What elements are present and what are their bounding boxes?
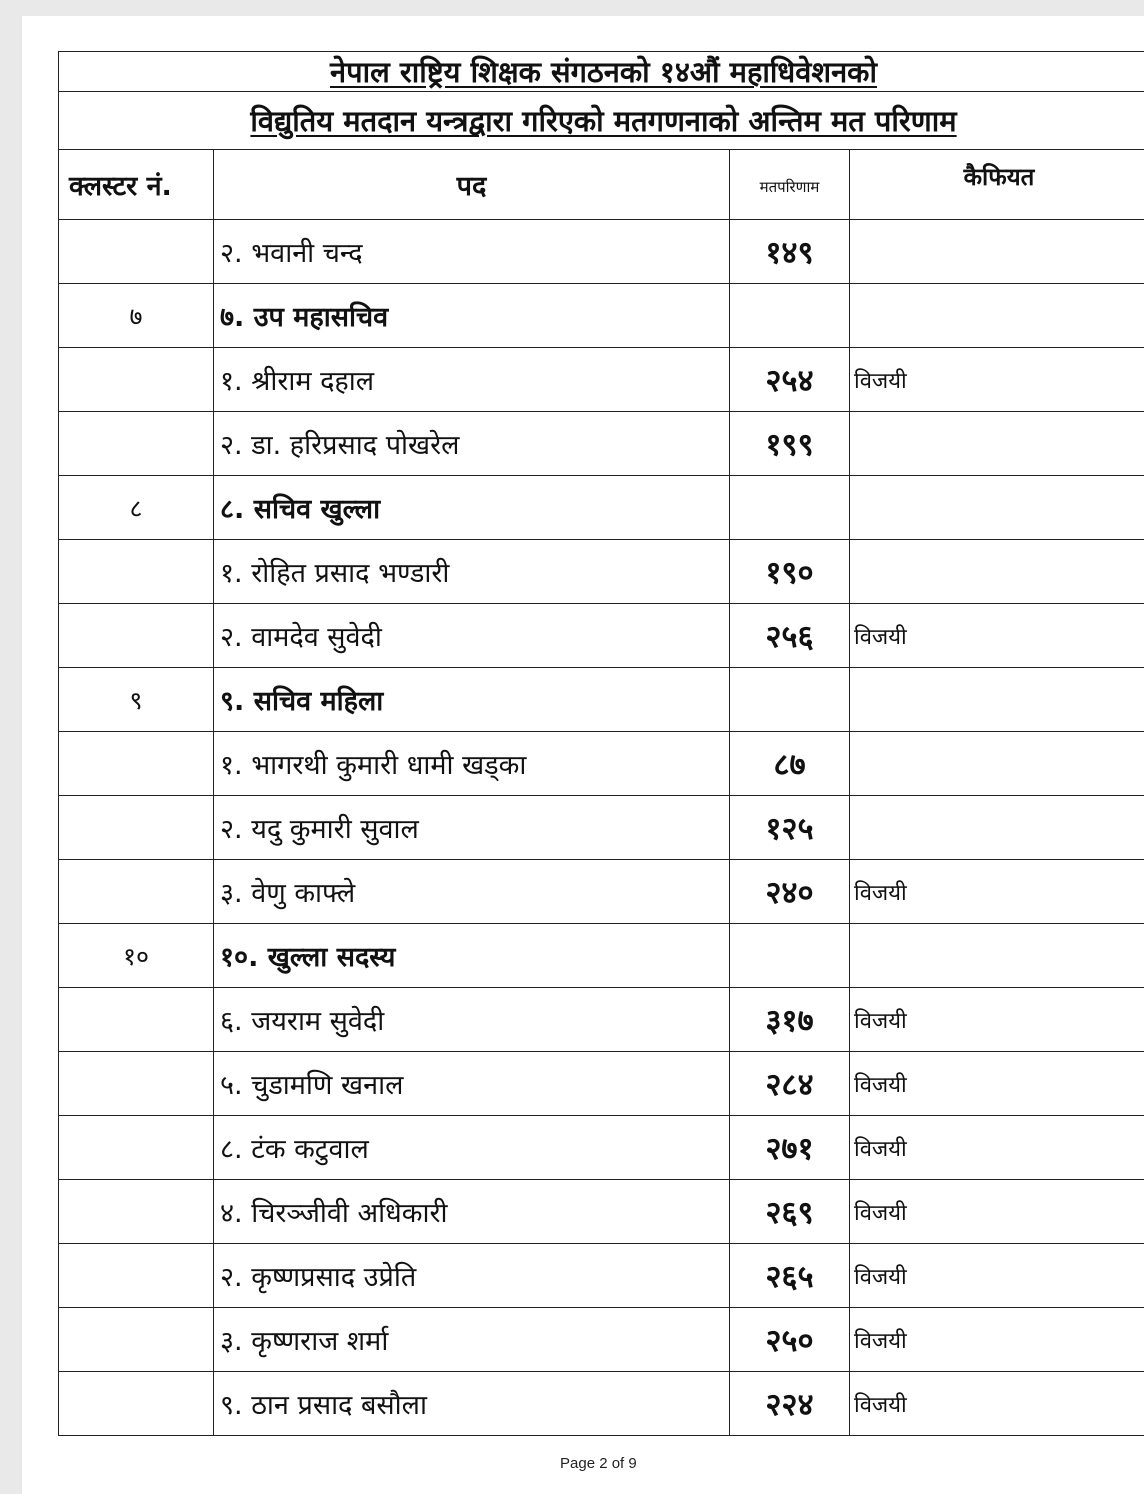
cluster-cell	[59, 1116, 214, 1180]
table-row	[59, 1244, 1144, 1308]
page-number: Page 2 of 9	[560, 1455, 637, 1472]
remark-cell	[850, 284, 1144, 348]
votes-cell: २५६	[730, 604, 850, 668]
document-page	[22, 16, 1144, 1494]
section-row	[59, 924, 1144, 988]
post-title-cell: ८. सचिव खुल्ला	[214, 476, 730, 540]
remark-cell	[850, 668, 1144, 732]
candidate-name-cell: ९. ठान प्रसाद बसौला	[214, 1372, 730, 1436]
votes-cell: २५०	[730, 1308, 850, 1372]
candidate-name-cell: २. कृष्णप्रसाद उप्रेति	[214, 1244, 730, 1308]
votes-cell: २२४	[730, 1372, 850, 1436]
cluster-cell	[59, 348, 214, 412]
remark-cell: विजयी	[850, 348, 1144, 412]
table-row	[59, 1116, 1144, 1180]
remark-cell: विजयी	[850, 860, 1144, 924]
results-table	[58, 51, 1144, 1436]
table-row	[59, 1308, 1144, 1372]
cluster-cell	[59, 860, 214, 924]
candidate-name-cell: ५. चुडामणि खनाल	[214, 1052, 730, 1116]
cluster-cell: ८	[59, 476, 214, 540]
votes-cell: १९९	[730, 412, 850, 476]
cluster-cell	[59, 732, 214, 796]
remark-cell	[850, 796, 1144, 860]
table-row	[59, 732, 1144, 796]
votes-cell	[730, 476, 850, 540]
remark-cell: विजयी	[850, 1180, 1144, 1244]
section-row	[59, 476, 1144, 540]
header-cluster: क्लस्टर नं.	[59, 150, 214, 220]
remark-cell: विजयी	[850, 1308, 1144, 1372]
remark-cell: विजयी	[850, 604, 1144, 668]
cluster-cell	[59, 604, 214, 668]
table-row	[59, 1180, 1144, 1244]
cluster-cell	[59, 1052, 214, 1116]
remark-cell: विजयी	[850, 1052, 1144, 1116]
table-header-row	[59, 150, 1144, 220]
votes-cell	[730, 668, 850, 732]
candidate-name-cell: ६. जयराम सुवेदी	[214, 988, 730, 1052]
table-row	[59, 412, 1144, 476]
votes-cell: २६९	[730, 1180, 850, 1244]
remark-cell: विजयी	[850, 988, 1144, 1052]
candidate-name-cell: १. श्रीराम दहाल	[214, 348, 730, 412]
candidate-name-cell: २. यदु कुमारी सुवाल	[214, 796, 730, 860]
candidate-name-cell: १. रोहित प्रसाद भण्डारी	[214, 540, 730, 604]
votes-cell: ८७	[730, 732, 850, 796]
candidate-name-cell: ४. चिरञ्जीवी अधिकारी	[214, 1180, 730, 1244]
remark-cell: विजयी	[850, 1372, 1144, 1436]
remark-cell	[850, 476, 1144, 540]
table-row	[59, 1052, 1144, 1116]
votes-cell: २५४	[730, 348, 850, 412]
cluster-cell	[59, 1308, 214, 1372]
votes-cell: १४९	[730, 220, 850, 284]
cluster-cell	[59, 1180, 214, 1244]
section-row	[59, 668, 1144, 732]
votes-cell: २४०	[730, 860, 850, 924]
cluster-cell: ९	[59, 668, 214, 732]
cluster-cell	[59, 540, 214, 604]
candidate-name-cell: ३. वेणु काफ्ले	[214, 860, 730, 924]
cluster-cell	[59, 412, 214, 476]
table-row	[59, 860, 1144, 924]
votes-cell	[730, 924, 850, 988]
post-title-cell: ९. सचिव महिला	[214, 668, 730, 732]
table-row	[59, 220, 1144, 284]
remark-cell: विजयी	[850, 1116, 1144, 1180]
votes-cell: ३१७	[730, 988, 850, 1052]
table-row	[59, 348, 1144, 412]
table-row	[59, 604, 1144, 668]
votes-cell: १९०	[730, 540, 850, 604]
table-row	[59, 796, 1144, 860]
header-votes: मतपरिणाम	[730, 150, 850, 220]
candidate-name-cell: ८. टंक कटुवाल	[214, 1116, 730, 1180]
votes-cell: २७१	[730, 1116, 850, 1180]
cluster-cell	[59, 220, 214, 284]
votes-cell	[730, 284, 850, 348]
cluster-cell: ७	[59, 284, 214, 348]
remark-cell: विजयी	[850, 1244, 1144, 1308]
candidate-name-cell: १. भागरथी कुमारी धामी खड्का	[214, 732, 730, 796]
table-row	[59, 1372, 1144, 1436]
title-line-1: नेपाल राष्ट्रिय शिक्षक संगठनको १४औं महाधिवेशनको	[59, 52, 1144, 92]
post-title-cell: १०. खुल्ला सदस्य	[214, 924, 730, 988]
candidate-name-cell: ३. कृष्णराज शर्मा	[214, 1308, 730, 1372]
header-remarks: कैफियत	[850, 150, 1144, 220]
remark-cell	[850, 540, 1144, 604]
remark-cell	[850, 924, 1144, 988]
remark-cell	[850, 732, 1144, 796]
candidate-name-cell: २. वामदेव सुवेदी	[214, 604, 730, 668]
remark-cell	[850, 220, 1144, 284]
candidate-name-cell: २. डा. हरिप्रसाद पोखरेल	[214, 412, 730, 476]
votes-cell: २८४	[730, 1052, 850, 1116]
votes-cell: १२५	[730, 796, 850, 860]
votes-cell: २६५	[730, 1244, 850, 1308]
cluster-cell: १०	[59, 924, 214, 988]
table-row	[59, 988, 1144, 1052]
candidate-name-cell: २. भवानी चन्द	[214, 220, 730, 284]
cluster-cell	[59, 796, 214, 860]
table-row	[59, 540, 1144, 604]
header-post: पद	[214, 150, 730, 220]
section-row	[59, 284, 1144, 348]
cluster-cell	[59, 988, 214, 1052]
remark-cell	[850, 412, 1144, 476]
title-line-2: विद्युतिय मतदान यन्त्रद्वारा गरिएको मतगणनाको अन्तिम मत परिणाम	[59, 92, 1144, 150]
post-title-cell: ७. उप महासचिव	[214, 284, 730, 348]
cluster-cell	[59, 1372, 214, 1436]
cluster-cell	[59, 1244, 214, 1308]
